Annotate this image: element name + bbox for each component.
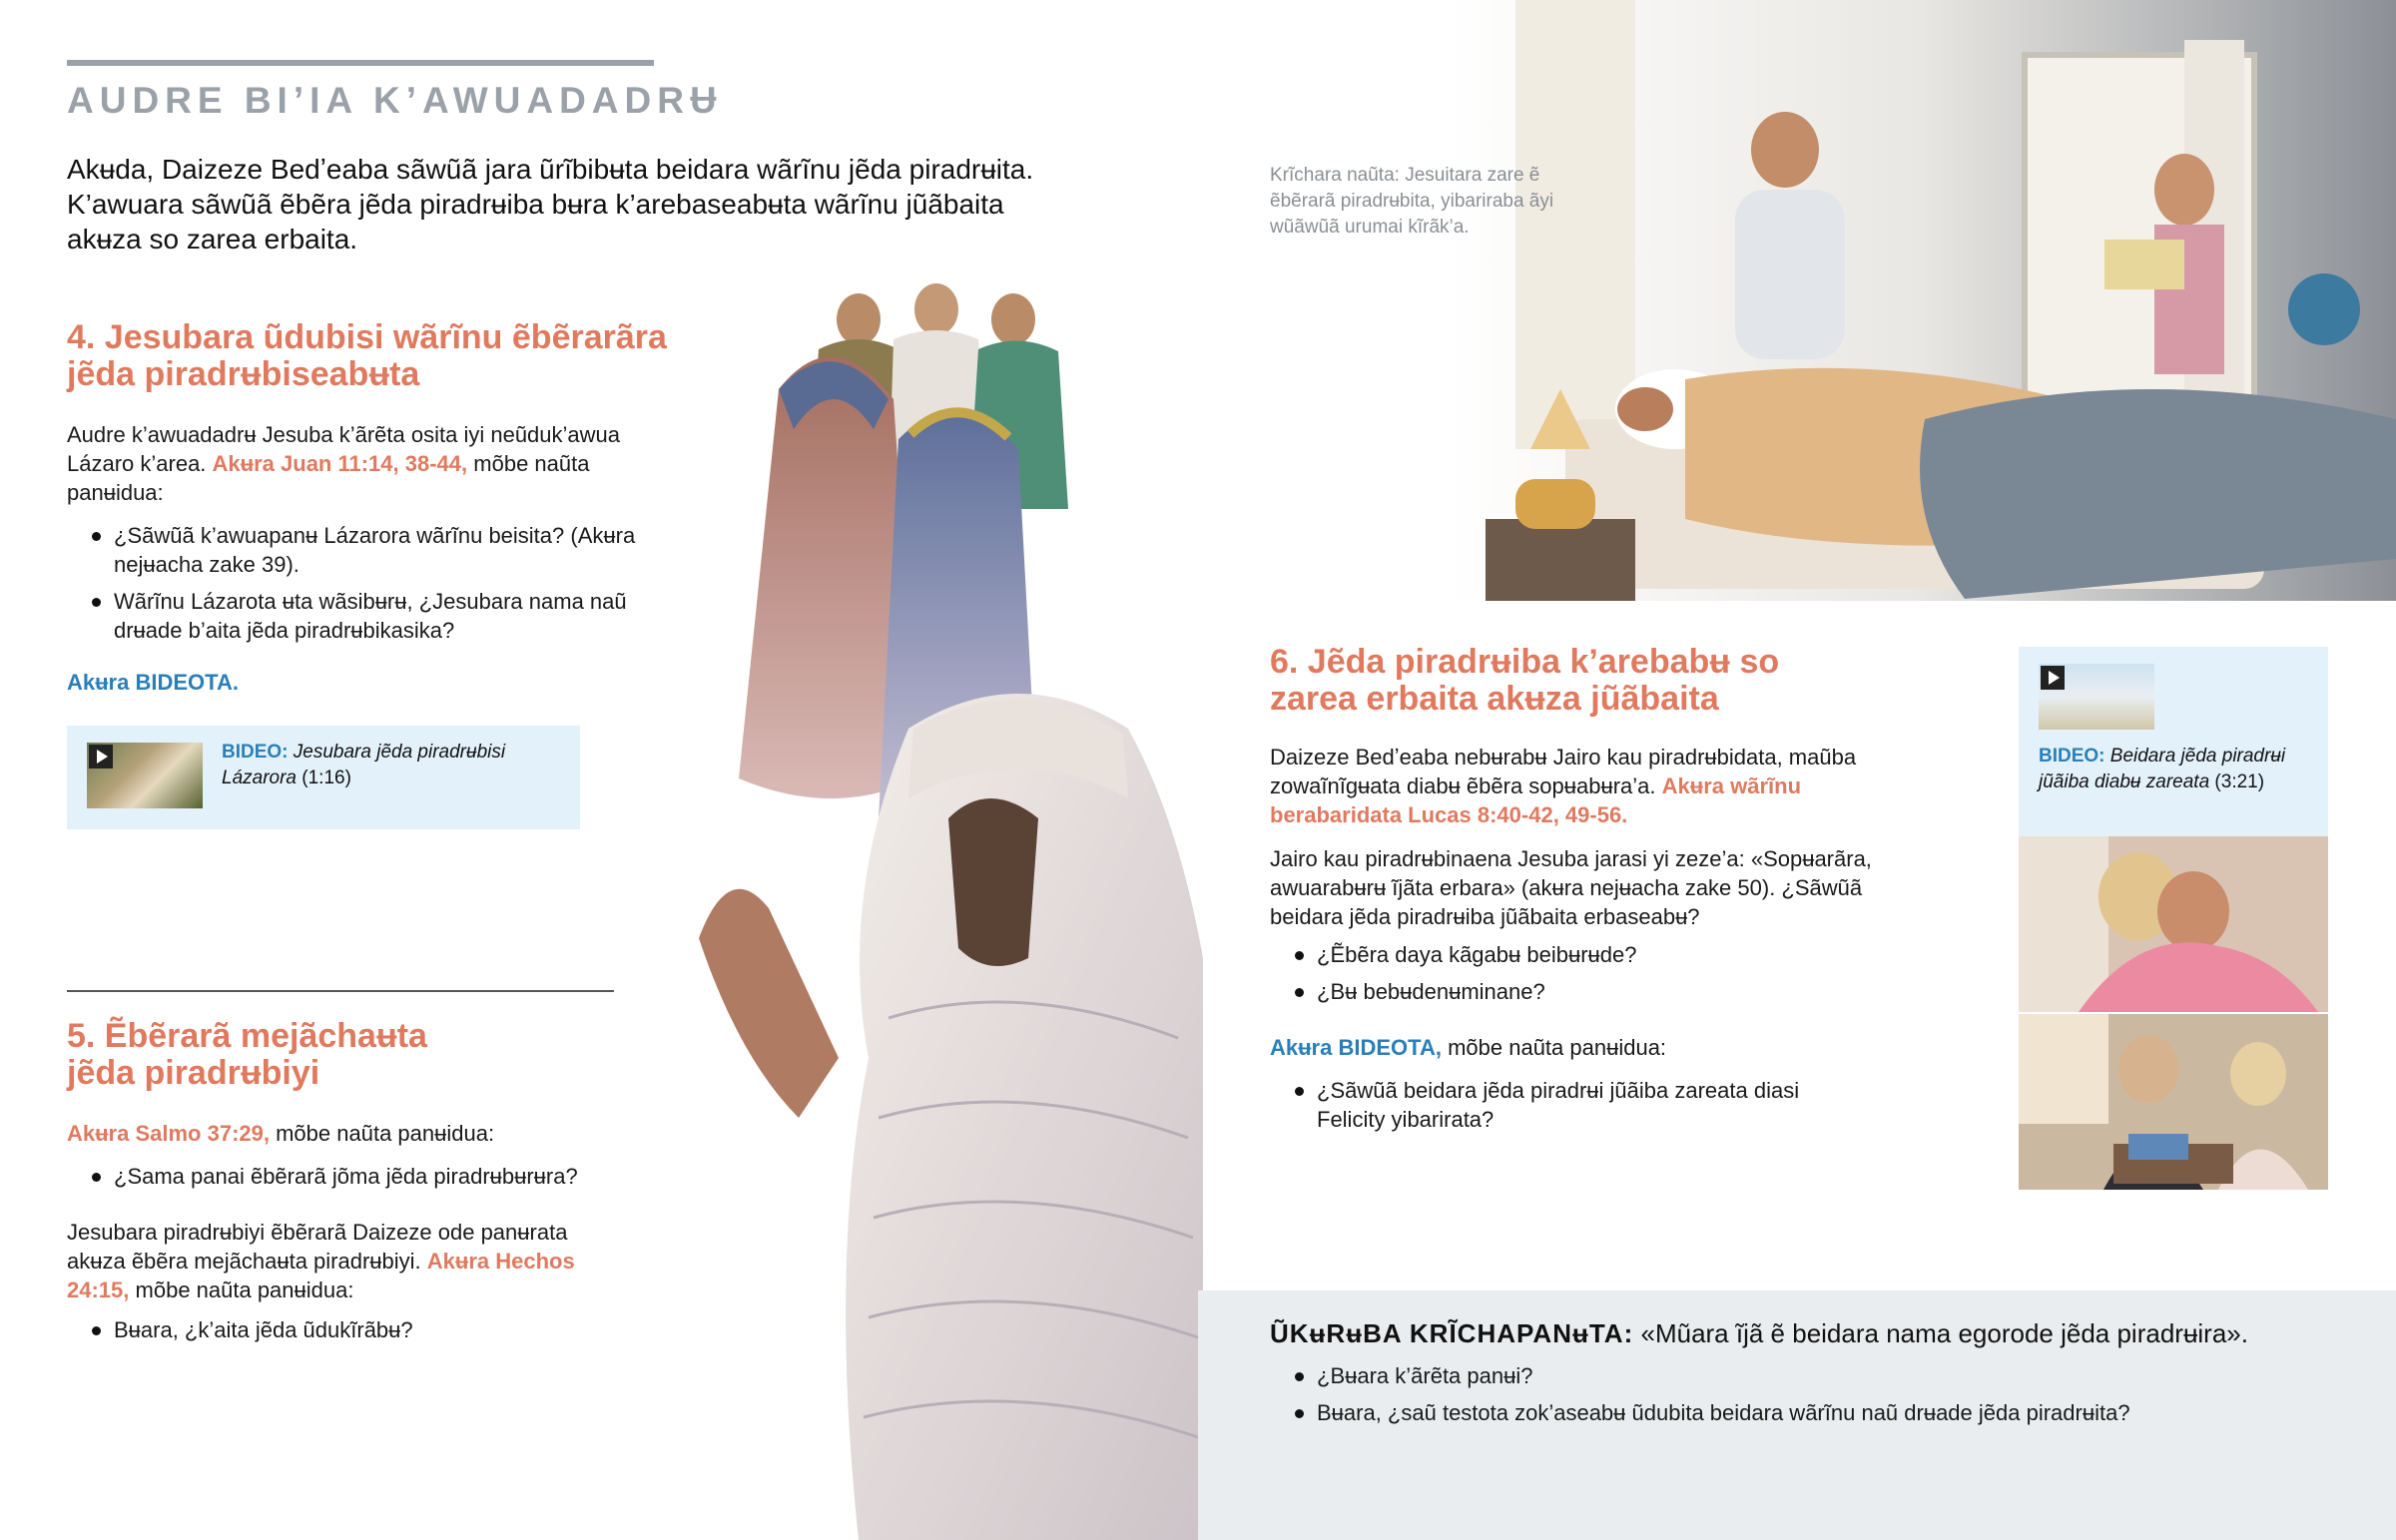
section-divider — [67, 990, 614, 992]
intro-paragraph: Akʉda, Daizeze Bedʼeaba sãwũã jara ũrĩbibʉta beidara wãrĩnu jẽda piradrʉita. K’awuara sãwũã ẽbẽra jẽda piradrʉiba bʉra k’arebaseabʉta wãrĩnu jũãbaita akʉza so zarea erbaita. — [67, 154, 1034, 255]
section-6-paragraph-2: Jairo kau piradrʉbinaena Jesuba jarasi yi zeze’a: «Sopʉarãra, awuarabʉrʉ ĩjãta erbara» (akʉra nejʉacha zake 50). ¿Sãwũã beidara jẽda piradrʉiba jũãbaita erbaseabʉ? — [1270, 846, 1872, 929]
play-icon[interactable] — [89, 745, 113, 769]
video-title: Jesubara jẽda piradrʉbisi Lázarora — [222, 742, 506, 788]
video-label: BIDEO: — [222, 742, 289, 763]
section-4-video-cue[interactable]: Akʉra BIDEOTA. — [67, 670, 239, 695]
summary-questions — [1270, 1361, 2368, 1435]
section-5-ref-post: mõbe naũta panʉidua: — [276, 1121, 495, 1146]
section-5-scripture-link-2[interactable]: Akʉra Hechos 24:15, — [67, 1249, 575, 1302]
video-title: Beidara jẽda piradrʉi jũãiba diabʉ zareata — [2039, 746, 2286, 792]
video-card-lazarus[interactable] — [67, 726, 580, 829]
section-6-text-1: Daizeze Bedʼeaba nebʉrabʉ Jairo kau piradrʉbidata, maũba zowaĩnĩgʉata diabʉ ẽbẽra sopʉabʉra’a. — [1270, 745, 1857, 798]
section-6-questions-2 — [1270, 1076, 1869, 1142]
section-5-paragraph — [67, 1218, 626, 1304]
illustration-caption: Krĩchara naũta: Jesuitara zare ẽ ẽbẽrarã piradrʉbita, yibariraba ãyi wũãwũã urumai kĩrãk’a. — [1270, 165, 1554, 238]
section-4-scripture-link[interactable]: Akʉra Juan 11:14, 38-44, — [212, 451, 468, 476]
video-caption — [2039, 744, 2318, 795]
video-duration: (3:21) — [2214, 771, 2265, 792]
summary-statement — [1270, 1316, 2368, 1350]
section-4-question-2: Wãrĩnu Lázarota ʉta wãsibʉrʉ, ¿Jesubara nama naũ drʉade b’aita jẽda piradrʉbikasika? — [67, 587, 656, 645]
video-thumbnail[interactable] — [2039, 664, 2154, 730]
summary-panel — [1198, 1290, 2396, 1540]
summary-label: ŨKʉRʉBA KRĨCHAPANʉTA: — [1270, 1318, 1634, 1348]
section-6-scripture-link[interactable]: Akʉra wãrĩnu berabaridata Lucas 8:40-42, 49-56. — [1270, 773, 1802, 827]
section-4-title-line1: 4. Jesubara ũdubisi wãrĩnu ẽbẽrarãra — [67, 318, 667, 356]
section-5-questions-2 — [67, 1315, 666, 1352]
section-5-ref-line — [67, 1119, 666, 1148]
bedroom-illustration — [1446, 0, 2396, 601]
section-6-video-line — [1270, 1033, 1909, 1062]
section-4-title — [67, 319, 706, 393]
section-6-questions-1 — [1270, 940, 1909, 1014]
photo-women-hugging — [2019, 836, 2328, 1012]
section-4-paragraph — [67, 420, 666, 507]
section-5-text: Jesubara piradrʉbiyi ẽbẽrarã Daizeze ode panʉrata akʉza ẽbẽra mejãchaʉta piradrʉbiyi. — [67, 1220, 568, 1274]
video-label: BIDEO: — [2039, 746, 2105, 767]
page-heading: AUDRE BI’IA K’AWUADADRɄ — [67, 80, 723, 121]
section-4-questions — [67, 521, 656, 653]
section-5-question-2: Bʉara, ¿k’aita jẽda ũdukĩrãbʉ? — [67, 1315, 666, 1344]
video-caption — [222, 740, 561, 791]
section-5-questions-1 — [67, 1162, 666, 1199]
section-5-title-line2: jẽda piradrʉbiyi — [67, 1054, 320, 1092]
section-6-title-line1: 6. Jẽda piradrʉiba k’arebabʉ so — [1270, 643, 1780, 681]
section-6-video-cue-post: mõbe naũta panʉidua: — [1448, 1035, 1667, 1060]
video-duration: (1:16) — [301, 768, 351, 788]
section-5-scripture-link-1[interactable]: Akʉra Salmo 37:29, — [67, 1121, 270, 1146]
section-4-text-post: mõbe naũta panʉidua: — [67, 451, 590, 505]
summary-question-2: Bʉara, ¿saũ testota zok’aseabʉ ũdubita beidara wãrĩnu naũ drʉade jẽda piradrʉita? — [1270, 1398, 2368, 1427]
section-6-question-3: ¿Sãwũã beidara jẽda piradrʉi jũãiba zareata diasi Felicity yibarirata? — [1270, 1076, 1869, 1134]
section-4-title-line2: jẽda piradrʉbiseabʉta — [67, 355, 420, 393]
section-6-video-cue[interactable]: Akʉra BIDEOTA, — [1270, 1035, 1442, 1060]
header-rule — [67, 60, 654, 66]
section-4-question-1: ¿Sãwũã k’awuapanʉ Lázarora wãrĩnu beisita? (Akʉra nejʉacha zake 39). — [67, 521, 656, 579]
video-card-resurrection-hope[interactable] — [2019, 647, 2328, 836]
lazarus-illustration — [659, 259, 1203, 1540]
section-5-text-post: mõbe naũta panʉidua: — [135, 1278, 354, 1302]
section-5-question-1: ¿Sama panai ẽbẽrarã jõma jẽda piradrʉbʉrʉra? — [67, 1162, 666, 1191]
summary-quote: «Mũara ĩjã ẽ beidara nama egorode jẽda piradrʉira». — [1640, 1318, 2248, 1348]
section-6-title — [1270, 644, 1889, 718]
section-6-paragraph-1 — [1270, 743, 1909, 829]
photo-bible-study — [2019, 1014, 2328, 1190]
section-6-question-1: ¿Ẽbẽra daya kãgabʉ beibʉrʉde? — [1270, 940, 1909, 969]
section-4-text: Audre k’awuadadrʉ Jesuba k’ãrẽta osita iyi neũduk’awua Lázaro k’area. — [67, 422, 621, 476]
video-thumbnail[interactable] — [87, 743, 203, 808]
section-6-title-line2: zarea erbaita akʉza jũãbaita — [1270, 680, 1719, 718]
section-6-question-2: ¿Bʉ bebʉdenʉminane? — [1270, 977, 1909, 1006]
summary-question-1: ¿Bʉara k’ãrẽta panʉi? — [1270, 1361, 2368, 1390]
section-5-title — [67, 1018, 666, 1092]
play-icon[interactable] — [2041, 666, 2065, 690]
section-5-title-line1: 5. Ẽbẽrarã mejãchaʉta — [67, 1017, 427, 1055]
